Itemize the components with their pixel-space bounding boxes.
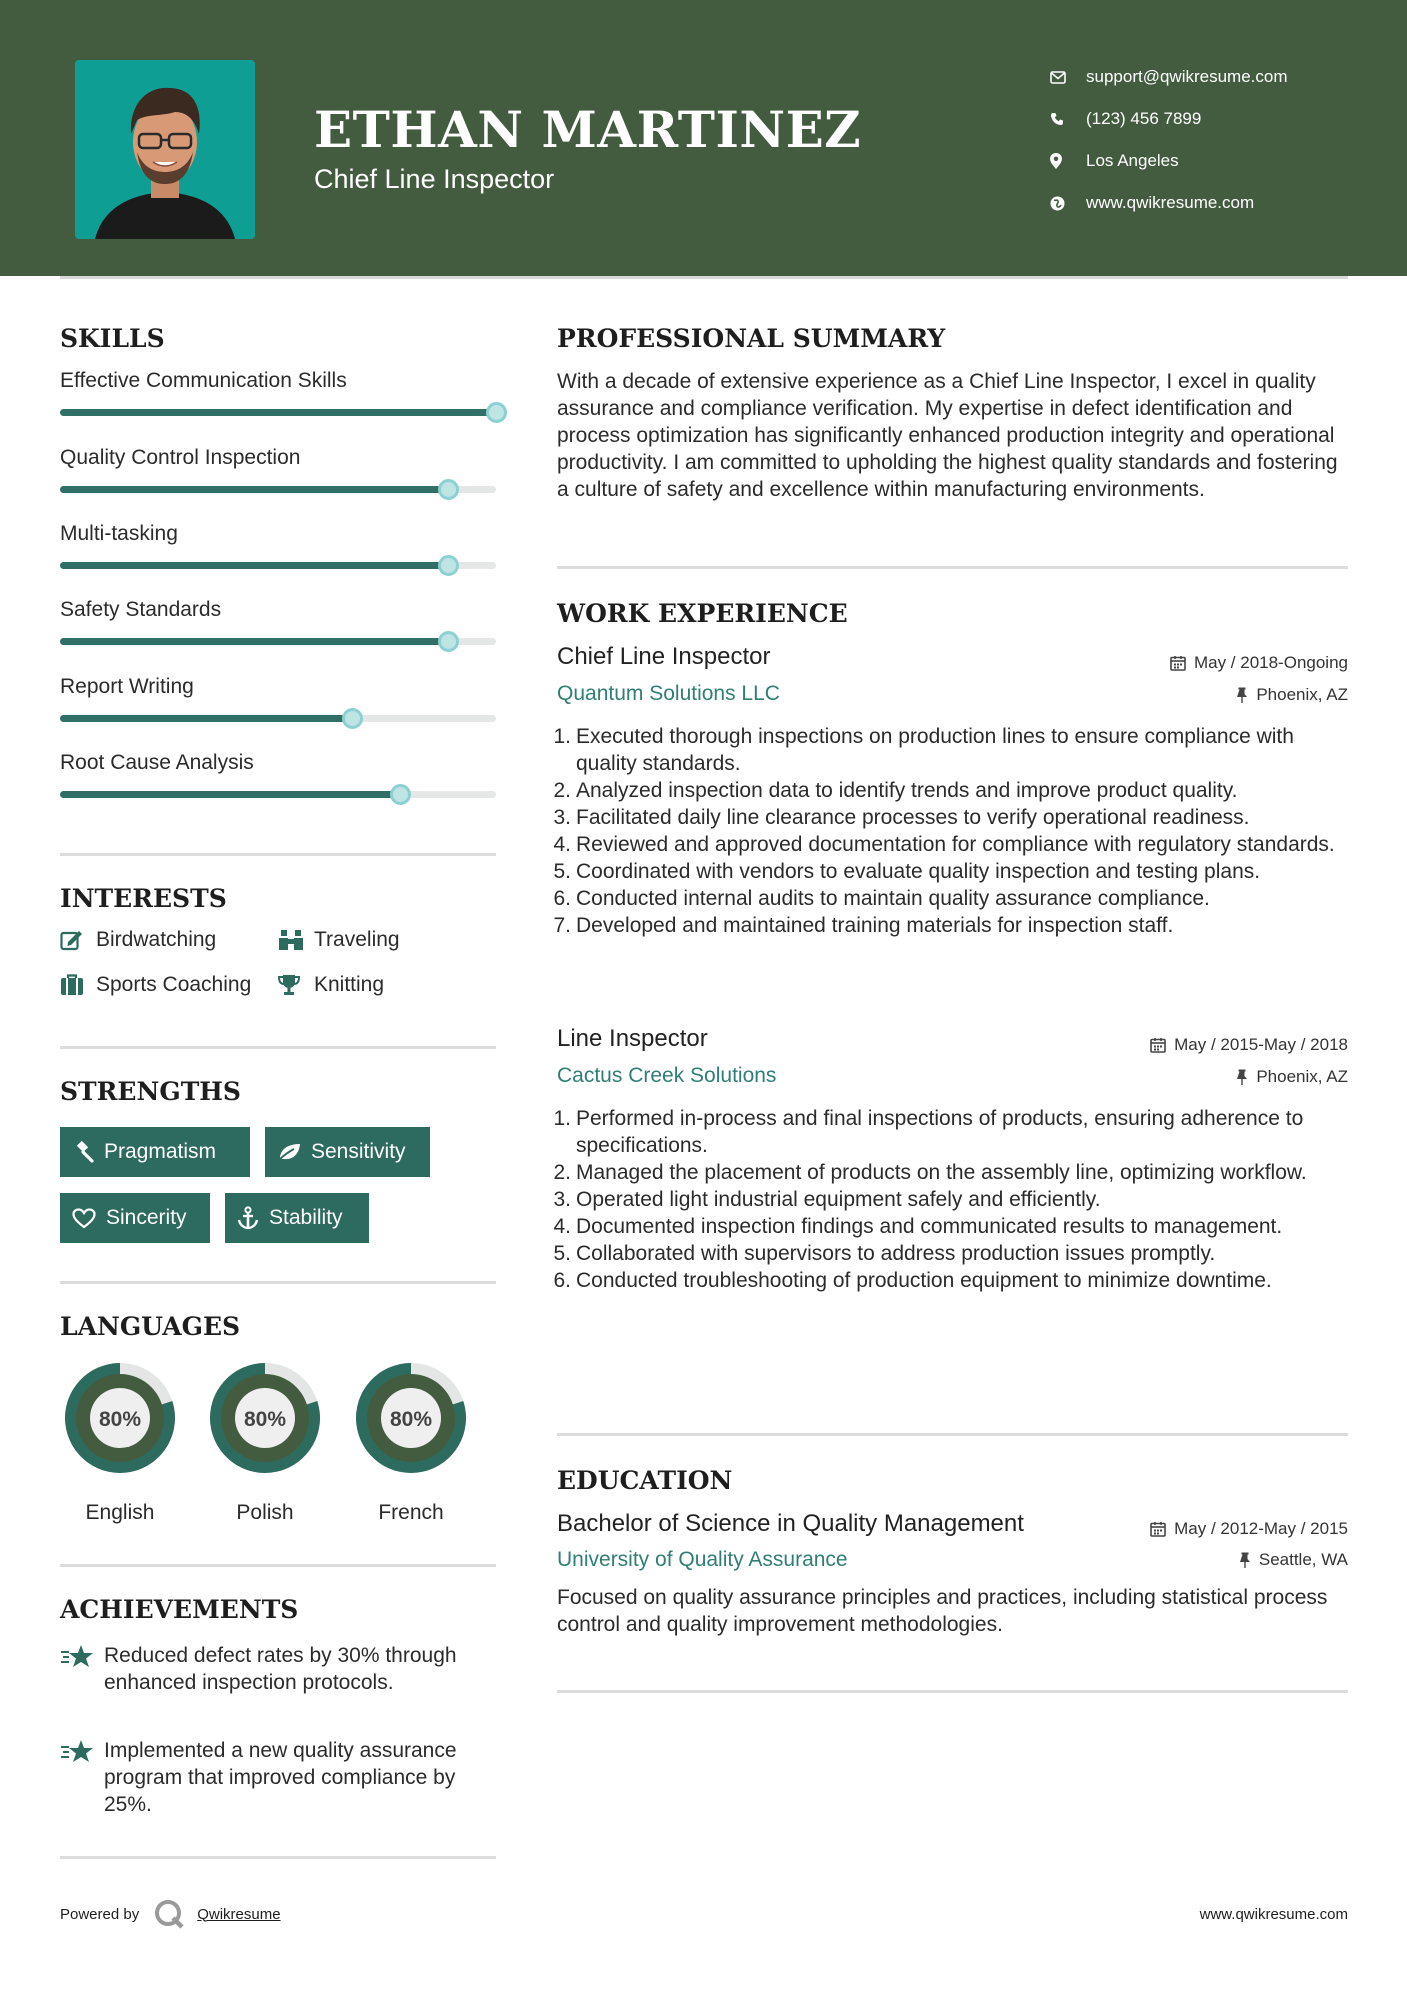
job-bullet-text: Coordinated with vendors to evaluate quality inspection and testing plans. [576,860,1261,883]
job-company: Cactus Creek Solutions [557,1064,777,1087]
job-bullet-text: Reviewed and approved documentation for compliance with regulatory standards. [576,833,1335,856]
calendar-icon [1150,1521,1166,1537]
language-item [60,1358,180,1525]
strength-label: Sincerity [106,1206,187,1229]
strengths-heading: STRENGTHS [60,1077,241,1106]
education-location [1239,1550,1348,1570]
skill-item [60,522,496,546]
skill-track [60,409,496,416]
anchor-icon [237,1206,259,1230]
footer-url[interactable]: www.qwikresume.com [1199,1906,1348,1923]
interest-item [278,973,384,997]
skill-name: Multi-tasking [60,522,178,545]
job-bullet: 1. Performed in-process and final inspections of products, ensuring adherence to specifications. [557,1105,1337,1159]
skill-fill [60,562,448,569]
job-location-text: Phoenix, AZ [1256,1067,1348,1086]
strength-badge [265,1127,430,1177]
skill-track [60,562,496,569]
education-dates [1150,1519,1348,1539]
job-bullet-text: Executed thorough inspections on production lines to ensure compliance with quality standards. [576,725,1294,775]
candidate-name: ETHAN MARTINEZ [314,100,862,159]
job-bullets [553,723,1357,939]
interests-heading: INTERESTS [60,884,227,913]
language-ring [351,1358,471,1478]
interest-label: Birdwatching [96,928,217,951]
job-bullet: 6. Conducted troubleshooting of production equipment to minimize downtime. [553,1269,1272,1292]
job-bullet-text: Collaborated with supervisors to address production issues promptly. [576,1242,1216,1265]
skill-fill [60,486,448,493]
job-bullet-text: Developed and maintained training materials for inspection staff. [576,914,1174,937]
section-divider [60,1046,496,1049]
job-title: Chief Line Inspector [557,643,771,670]
footer-powered-by [60,1898,281,1930]
achievements-heading: ACHIEVEMENTS [60,1595,299,1624]
job-bullet-text: Analyzed inspection data to identify trends and improve product quality. [576,779,1238,802]
strength-label: Pragmatism [104,1140,217,1163]
job-bullet: 2. Analyzed inspection data to identify trends and improve product quality. [553,779,1238,802]
skill-item [60,598,496,622]
strength-badge [60,1127,250,1177]
map-pin-icon [1050,153,1086,169]
job-bullet-text: Performed in-process and final inspections of products, ensuring adherence to specifications. [576,1107,1304,1157]
summary-text: With a decade of extensive experience as a Chief Line Inspector, I excel in quality assurance and compliance verification. My expertise in defect identification and process optimization has significantly enhanced production integrity and operational productivity. I am committed to upholding the highest quality standards and fostering a culture of safety and excellence within manufacturing environments. [557,370,1338,501]
job-bullet: 5. Collaborated with supervisors to address production issues promptly. [553,1242,1216,1265]
skill-knob [438,479,459,500]
binoculars-icon [278,929,314,951]
strength-label: Sensitivity [311,1140,406,1163]
job-title: Line Inspector [557,1025,708,1052]
pencil-square-icon [60,929,96,951]
education-school: University of Quality Assurance [557,1548,848,1571]
interest-item [60,928,216,952]
skill-track [60,638,496,645]
heart-icon [72,1208,96,1229]
job-dates-text: May / 2018-Ongoing [1193,653,1348,672]
education-text: Focused on quality assurance principles and practices, including statistical process control and quality improvement methodologies. [557,1586,1328,1636]
trophy-icon [278,974,314,996]
languages-heading: LANGUAGES [60,1312,241,1341]
language-name: English [85,1501,155,1524]
briefcase-icon [60,974,96,996]
contact-website-text: www.qwikresume.com [1086,193,1255,212]
experience-heading: WORK EXPERIENCE [557,599,848,628]
strength-label: Stability [269,1206,343,1229]
section-divider [557,1433,1348,1436]
brand-link[interactable]: Qwikresume [197,1905,281,1923]
achievement-item [60,1642,496,1696]
job-location-text: Phoenix, AZ [1256,685,1348,704]
language-percent: 80% [389,1408,433,1431]
star-icon [60,1737,104,1818]
skill-knob [438,555,459,576]
language-ring [60,1358,180,1478]
skill-item [60,675,496,699]
education-degree: Bachelor of Science in Quality Management [557,1510,1024,1537]
interest-label: Traveling [314,928,400,951]
skill-item [60,446,496,470]
skill-fill [60,791,400,798]
job-bullet: 5. Coordinated with vendors to evaluate quality inspection and testing plans. [553,860,1261,883]
star-icon [60,1642,104,1696]
pushpin-icon [1236,1069,1248,1085]
profile-photo [75,60,255,239]
job-bullet: 1. Executed thorough inspections on production lines to ensure compliance with quality standards. [557,723,1357,777]
skills-heading: SKILLS [60,324,165,353]
globe-icon [1050,196,1086,211]
section-divider [60,1281,496,1284]
strength-badge [225,1193,369,1243]
achievement-text: Reduced defect rates by 30% through enhanced inspection protocols. [104,1644,457,1694]
skill-fill [60,638,448,645]
job-bullets [553,1105,1337,1294]
education-heading: EDUCATION [557,1466,733,1495]
job-company: Quantum Solutions LLC [557,682,780,705]
skill-track [60,486,496,493]
contact-phone[interactable] [1050,98,1288,140]
section-divider [60,1564,496,1567]
job-dates [1150,1035,1348,1055]
section-divider [557,566,1348,569]
contact-phone-text: (123) 456 7899 [1086,109,1202,128]
calendar-icon [1150,1037,1166,1053]
pushpin-icon [1239,1552,1251,1568]
skill-name: Quality Control Inspection [60,446,301,469]
job-bullet: 6. Conducted internal audits to maintain quality assurance compliance. [553,887,1210,910]
leaf-icon [277,1142,301,1162]
candidate-role: Chief Line Inspector [314,164,555,194]
skill-knob [486,402,507,423]
language-percent: 80% [243,1408,287,1431]
job-bullet: 4. Reviewed and approved documentation for compliance with regulatory standards. [553,833,1335,856]
section-divider [557,1690,1348,1693]
pushpin-icon [1236,687,1248,703]
phone-icon [1050,112,1086,126]
achievement-text: Implemented a new quality assurance program that improved compliance by 25%. [104,1739,457,1816]
language-name: Polish [236,1501,294,1524]
job-bullet-text: Conducted internal audits to maintain quality assurance compliance. [576,887,1210,910]
job-bullet-text: Facilitated daily line clearance processes to verify operational readiness. [576,806,1250,829]
skill-item [60,369,496,393]
header-divider [60,276,1348,279]
skill-knob [438,631,459,652]
job-bullet-text: Managed the placement of products on the assembly line, optimizing workflow. [576,1161,1307,1184]
contact-location-text: Los Angeles [1086,151,1179,170]
language-name: French [378,1501,444,1524]
job-bullet: 3. Operated light industrial equipment safely and efficiently. [553,1188,1101,1211]
job-location [1236,685,1348,705]
job-bullet-text: Operated light industrial equipment safely and efficiently. [576,1188,1101,1211]
contact-email[interactable] [1050,56,1288,98]
skill-fill [60,715,352,722]
interest-label: Sports Coaching [96,973,252,996]
language-item [205,1358,325,1525]
calendar-icon [1170,655,1186,671]
contact-location [1050,140,1288,182]
job-bullet: 2. Managed the placement of products on the assembly line, optimizing workflow. [553,1161,1307,1184]
gavel-icon [72,1141,94,1163]
interest-item [278,928,400,952]
skill-name: Report Writing [60,675,194,698]
section-divider [60,1856,496,1859]
strength-badge [60,1193,210,1243]
skill-name: Safety Standards [60,598,222,621]
skill-track [60,715,496,722]
powered-by-label: Powered by [60,1905,140,1923]
contact-list [1050,56,1288,224]
achievement-item [60,1737,496,1818]
section-divider [60,853,496,856]
education-dates-text: May / 2012-May / 2015 [1174,1519,1348,1538]
qwikresume-logo-icon [153,1898,185,1930]
language-item [351,1358,471,1525]
interest-label: Knitting [314,973,385,996]
skill-track [60,791,496,798]
contact-email-text: support@qwikresume.com [1086,67,1288,86]
summary-heading: PROFESSIONAL SUMMARY [557,324,946,353]
job-dates [1170,653,1348,673]
skill-name: Effective Communication Skills [60,369,347,392]
interest-item [60,973,251,997]
job-bullet: 4. Documented inspection findings and communicated results to management. [553,1215,1283,1238]
job-dates-text: May / 2015-May / 2018 [1174,1035,1348,1054]
job-bullet-text: Conducted troubleshooting of production equipment to minimize downtime. [576,1269,1272,1292]
job-bullet-text: Documented inspection findings and communicated results to management. [576,1215,1283,1238]
skill-knob [342,708,363,729]
envelope-icon [1050,71,1086,84]
skill-item [60,751,496,775]
skill-knob [390,784,411,805]
contact-website[interactable] [1050,182,1288,224]
education-location-text: Seattle, WA [1258,1550,1348,1569]
job-bullet: 3. Facilitated daily line clearance processes to verify operational readiness. [553,806,1250,829]
language-ring [205,1358,325,1478]
job-bullet: 7. Developed and maintained training materials for inspection staff. [553,914,1174,937]
language-percent: 80% [98,1408,142,1431]
skill-name: Root Cause Analysis [60,751,254,774]
skill-fill [60,409,496,416]
job-location [1236,1067,1348,1087]
